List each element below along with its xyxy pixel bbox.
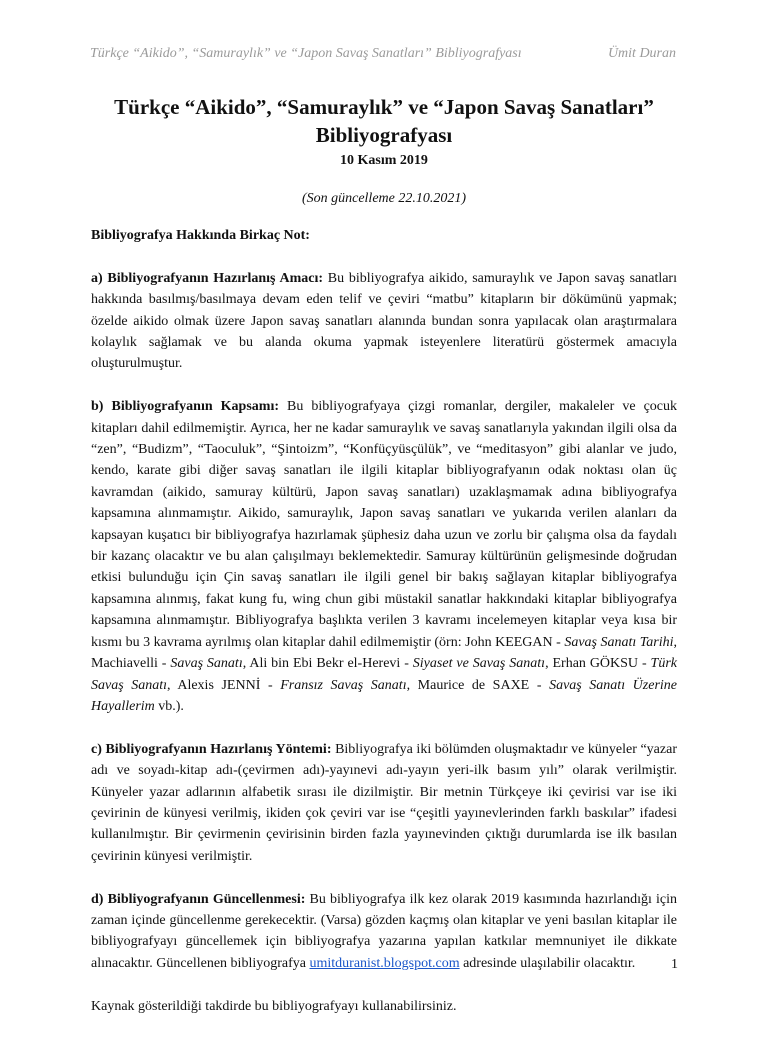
document-title-line2: Bibliyografyası bbox=[315, 123, 453, 147]
section-b-text: , Alexis JENNİ - bbox=[167, 677, 281, 693]
notes-heading: Bibliyografya Hakkında Birkaç Not: bbox=[91, 228, 310, 243]
running-header-title: Türkçe “Aikido”, “Samuraylık” ve “Japon Savaş Sanatları” Bibliyografyası bbox=[90, 46, 522, 61]
section-a-paragraph bbox=[91, 268, 677, 375]
running-header-author: Ümit Duran bbox=[607, 46, 676, 61]
section-b-paragraph bbox=[91, 396, 677, 717]
closing-note: Kaynak gösterildiği takdirde bu bibliyografyayı kullanabilirsiniz. bbox=[91, 998, 457, 1014]
section-a-lead: a) Bibliyografyanın Hazırlanış Amacı: bbox=[91, 270, 323, 286]
section-d-paragraph bbox=[91, 889, 677, 975]
section-c-paragraph bbox=[91, 739, 677, 867]
section-c-lead: c) Bibliyografyanın Hazırlanış Yöntemi: bbox=[91, 741, 332, 757]
section-b-text: vb.). bbox=[154, 698, 184, 714]
section-b-text: , Maurice de SAXE - bbox=[406, 677, 550, 693]
section-b-lead: b) Bibliyografyanın Kapsamı: bbox=[91, 399, 279, 415]
document-title bbox=[60, 93, 708, 149]
section-b-text: , Ali bin Ebi Bekr el-Herevi - bbox=[242, 656, 413, 672]
section-b-text: , Machiavelli - bbox=[91, 634, 678, 672]
book-title: Savaş Sanatı bbox=[170, 656, 243, 672]
book-title: Fransız Savaş Sanatı bbox=[280, 677, 407, 693]
document-date: 10 Kasım 2019 bbox=[340, 153, 428, 168]
running-header bbox=[90, 46, 676, 62]
section-a-text: Bu bibliyografya aikido, samuraylık ve Japon savaş sanatları hakkında basılmış/basılmaya devam eden telif ve çeviri “matbu” kitapların bir dökümünü yapmak; özelde aikido olmak üzere Japon savaş sanatları alanında bundan sonra yapılacak olan araştırmalara kolaylık sağlamak ve bu alanda okuma yapmak isteyenlere literatürü göstermek amacıyla oluşturulmuştur. bbox=[91, 270, 677, 372]
document-title-line1: Türkçe “Aikido”, “Samuraylık” ve “Japon Savaş Sanatları” bbox=[114, 95, 654, 119]
section-c-text: Bibliyografya iki bölümden oluşmaktadır ve künyeler “yazar adı ve soyadı-kitap adı-(çevirmen adı)-yayınevi adı-yayın yeri-ilk basım yılı” olarak verilmiştir. Künyeler yazar adlarının alfabetik sırası ile dizilmiştir. Bir metnin Türkçeye iki çevirisi var ise iki çevirinin de künyesi verilmiş, ikiden çok çeviri var ise “çeşitli yayınevlerinden farklı baskılar” ifadesi kullanılmıştır. Bir çevirmenin çevirisinin birden fazla yayınevinden çıktığı durumlarda ise ilk basılan çevirinin künyesi verilmiştir. bbox=[91, 741, 677, 864]
section-d-text-after: adresinde ulaşılabilir olacaktır. bbox=[459, 955, 636, 971]
title-block bbox=[60, 93, 708, 207]
section-d-text: Bu bibliyografya ilk kez olarak 2019 kasımında hazırlandığı için zaman içinde güncellenme gerekecektir. (Varsa) gözden kaçmış olan kitaplar ve yeni basılan kitaplar ile bibliyografyayı güncellemek için bibliyografya yazarına yapılan katkılar memnuniyet ile dikkate alınacaktır. Güncellenen bibliyografya bbox=[91, 891, 677, 971]
blog-link[interactable]: umitduranist.blogspot.com bbox=[309, 955, 460, 971]
section-d-lead: d) Bibliyografyanın Güncellenmesi: bbox=[91, 891, 306, 907]
book-title: Siyaset ve Savaş Sanatı bbox=[412, 656, 546, 672]
section-b-text: Bu bibliyografyaya çizgi romanlar, dergiler, makaleler ve çocuk kitapları dahil edilmemiştir. Ayrıca, her ne kadar samuraylık ve savaş sanatlarıyla yakından ilgili olsa da “zen”, “Budizm”, “Taoculuk”, “Şintoizm”, “Konfüçyüsçülük”, ve “meditasyon” gibi alanlar ve judo, kendo, karate gibi diğer savaş sanatları ile ilgili kitaplar bibliyografyanın odak noktası olan üç kavramdan (aikido, samuray kültürü, Japon savaş sanatları) uzaklaşmamak adına bibliyografya kapsamına alınmamıştır. Aikido, samuraylık, Japon savaş sanatları ve yukarıda verilen alanları da kapsayan kuşatıcı bir bibliyografya hazırlamak şüphesiz daha uzun ve zorlu bir çalışma olsa da faydalı bir kazanç olacaktır ve bu alan çalışılmayı beklemektedir. Samuray kültürünün gelişmesinde doğrudan etkisi bulunduğu için Çin savaş sanatları ile ilgili genel bir bakış sağlayan kitaplar bibliyografya kapsamına alınmış, fakat kung fu, wing chun gibi müstakil sanatlar hakkındaki kitaplar bibliyografya kapsamına alınmamıştır. Bibliyografya başlıkta verilen 3 kavramı incelemeyen kitaplar veya kısa bir kısmı bu 3 kavrama ayrılmış olan kitaplar dahil edilmemiştir (örn: John KEEGAN - bbox=[91, 399, 677, 650]
book-title: Türk Savaş Sanatı bbox=[91, 656, 677, 693]
document-body bbox=[91, 225, 677, 1038]
book-title: Savaş Sanatı Üzerine Hayallerim bbox=[91, 677, 677, 714]
page-number: 1 bbox=[671, 957, 678, 972]
last-updated: (Son güncelleme 22.10.2021) bbox=[301, 191, 467, 206]
section-b-text: , Erhan GÖKSU - bbox=[545, 656, 651, 672]
book-title: Savaş Sanatı Tarihi bbox=[564, 634, 674, 650]
